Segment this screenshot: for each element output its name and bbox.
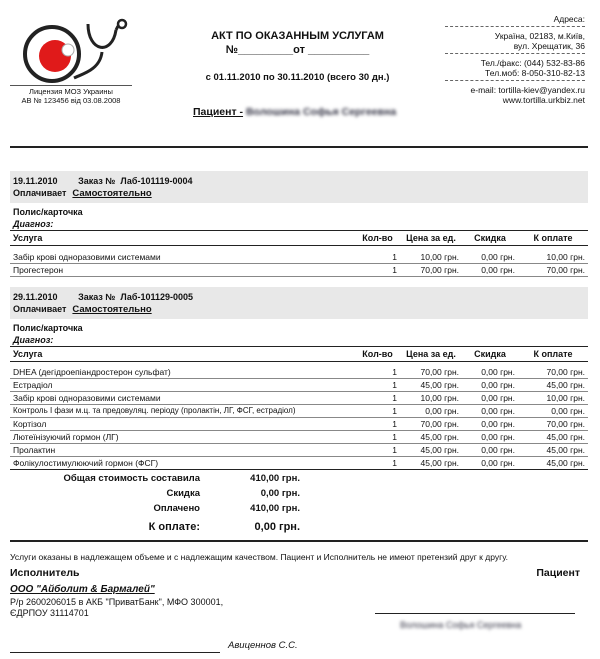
diagnosis-label: Диагноз: (13, 219, 54, 229)
service-discount: 0,00 грн. (462, 443, 518, 456)
total-value: 410,00 грн. (250, 473, 300, 484)
contacts-divider (445, 26, 585, 27)
email: e-mail: tortilla-kiev@yandex.ru (470, 85, 585, 95)
contacts-divider (445, 80, 585, 81)
table-row (10, 404, 588, 417)
totals-block (60, 473, 310, 536)
order-date: 19.11.2010 (13, 176, 58, 186)
service-total: 70,00 грн. (518, 366, 588, 379)
address-line-1: Україна, 02183, м.Київ, (494, 31, 585, 41)
service-name: Естрадіол (10, 378, 355, 391)
order-header (10, 171, 588, 203)
payer-value: Самостоятельно (72, 304, 152, 315)
service-total: 10,00 грн. (518, 391, 588, 404)
service-name: DHEA (дегідроепіандростерон сульфат) (10, 366, 355, 379)
patient-label: Пациент - (193, 106, 244, 118)
service-discount: 0,00 грн. (462, 391, 518, 404)
company-name: ООО "Айболит & Бармалей" (10, 584, 155, 595)
document-period: с 01.11.2010 по 30.11.2010 (всего 30 дн.) (205, 72, 390, 83)
topay-value: 0,00 грн. (254, 521, 300, 533)
top-divider (10, 146, 588, 148)
license-line-1: Лицензия МОЗ Украины (29, 87, 113, 96)
topay-row (60, 521, 310, 536)
bank-details (10, 597, 223, 619)
table-row (10, 391, 588, 404)
address-label: Адреса: (553, 14, 585, 24)
order-number: Лаб-101119-0004 (120, 176, 193, 186)
service-name: Прогестерон (10, 263, 355, 276)
license-info (10, 85, 132, 105)
service-price: 45,00 грн. (400, 456, 462, 469)
col-service: Услуга (10, 231, 355, 246)
service-name: Забір крові одноразовими системами (10, 391, 355, 404)
patient-label-footer: Пациент (536, 567, 580, 579)
service-discount: 0,00 грн. (462, 404, 518, 417)
service-discount: 0,00 грн. (462, 251, 518, 264)
table-row (10, 263, 588, 276)
patient-signature-line (375, 613, 575, 614)
col-qty: Кол-во (355, 231, 400, 246)
paid-value: 410,00 грн. (250, 503, 300, 514)
order-date: 29.11.2010 (13, 292, 58, 302)
paid-row (60, 503, 310, 518)
service-name: Кортізол (10, 417, 355, 430)
service-price: 45,00 грн. (400, 430, 462, 443)
service-price: 10,00 грн. (400, 251, 462, 264)
discount-label: Скидка (166, 488, 200, 499)
service-total: 70,00 грн. (518, 263, 588, 276)
license-line-2: АВ № 123456 від 03.08.2008 (21, 96, 121, 105)
payer-label: Оплачивает (13, 188, 67, 198)
service-total: 45,00 грн. (518, 456, 588, 469)
patient-signature-name: Волошина Софья Сергеевна (400, 620, 522, 630)
service-qty: 1 (355, 251, 400, 264)
service-price: 45,00 грн. (400, 443, 462, 456)
executor-signature-name: Авиценнов С.С. (228, 640, 298, 651)
discount-value: 0,00 грн. (260, 488, 300, 499)
table-row (10, 430, 588, 443)
service-qty: 1 (355, 391, 400, 404)
col-topay: К оплате (518, 231, 588, 246)
order-header (10, 287, 588, 319)
services-table (10, 346, 588, 470)
col-price: Цена за ед. (400, 231, 462, 246)
service-name: Пролактин (10, 443, 355, 456)
table-row (10, 366, 588, 379)
phone-mobile: Тел.моб: 8-050-310-82-13 (485, 68, 585, 78)
document-title: АКТ ПО ОКАЗАННЫМ УСЛУГАМ (211, 30, 384, 42)
services-table (10, 230, 588, 277)
col-qty: Кол-во (355, 347, 400, 362)
bank-account: Р/р 2600206015 в АКБ "ПриватБанк", МФО 300001, (10, 597, 224, 607)
payer-label: Оплачивает (13, 304, 67, 314)
address-line-2: вул. Хрещатик, 36 (513, 41, 585, 51)
col-service: Услуга (10, 347, 355, 362)
service-discount: 0,00 грн. (462, 378, 518, 391)
phone-fax: Тел./факс: (044) 532-83-86 (480, 58, 585, 68)
polis-label: Полис/карточка (13, 323, 83, 333)
service-price: 45,00 грн. (400, 378, 462, 391)
total-label: Общая стоимость составила (63, 473, 200, 484)
payer-value: Самостоятельно (72, 188, 152, 199)
service-name: Забір крові одноразовими системами (10, 251, 355, 264)
col-discount: Скидка (462, 347, 518, 362)
patient-header (193, 106, 396, 118)
order-label: Заказ № (78, 176, 116, 186)
table-header-row (10, 347, 588, 362)
discount-row (60, 488, 310, 503)
service-total: 10,00 грн. (518, 251, 588, 264)
contacts-block (445, 14, 585, 105)
service-total: 45,00 грн. (518, 430, 588, 443)
service-qty: 1 (355, 404, 400, 417)
table-row (10, 251, 588, 264)
order-label: Заказ № (78, 292, 116, 302)
topay-label: К оплате: (148, 521, 200, 533)
service-discount: 0,00 грн. (462, 263, 518, 276)
service-total: 0,00 грн. (518, 404, 588, 417)
service-qty: 1 (355, 263, 400, 276)
service-qty: 1 (355, 378, 400, 391)
service-total: 45,00 грн. (518, 443, 588, 456)
executor-label: Исполнитель (10, 567, 80, 579)
table-row (10, 417, 588, 430)
service-price: 0,00 грн. (400, 404, 462, 417)
paid-label: Оплачено (153, 503, 200, 514)
contacts-divider (445, 53, 585, 54)
order-block (10, 171, 588, 277)
executor-signature-line (10, 652, 220, 653)
total-row (60, 473, 310, 488)
order-number: Лаб-101129-0005 (120, 292, 194, 302)
service-discount: 0,00 грн. (462, 366, 518, 379)
service-total: 70,00 грн. (518, 417, 588, 430)
table-row (10, 378, 588, 391)
edrpou-code: ЄДРПОУ 31114701 (10, 608, 89, 618)
service-price: 70,00 грн. (400, 417, 462, 430)
table-row (10, 443, 588, 456)
service-discount: 0,00 грн. (462, 456, 518, 469)
service-name: Фолікулостимулюючий гормон (ФСГ) (10, 456, 355, 469)
order-block (10, 287, 588, 470)
service-name: Контроль I фази м.ц. та предовуляц. періоду (пролактін, ЛГ, ФСГ, естрадіол) (10, 404, 355, 417)
polis-label: Полис/карточка (13, 207, 83, 217)
service-qty: 1 (355, 366, 400, 379)
table-header-row (10, 231, 588, 246)
table-row (10, 456, 588, 469)
service-qty: 1 (355, 430, 400, 443)
service-discount: 0,00 грн. (462, 430, 518, 443)
col-topay: К оплате (518, 347, 588, 362)
completion-note: Услуги оказаны в надлежащем объеме и с надлежащим качеством. Пациент и Исполнитель не имеют претензий друг к другу. (10, 552, 508, 562)
service-qty: 1 (355, 456, 400, 469)
service-discount: 0,00 грн. (462, 417, 518, 430)
service-qty: 1 (355, 443, 400, 456)
service-price: 10,00 грн. (400, 391, 462, 404)
service-name: Лютеїнізуючий гормон (ЛГ) (10, 430, 355, 443)
website: www.tortilla.urkbiz.net (502, 95, 585, 105)
bottom-divider (10, 540, 588, 542)
diagnosis-label: Диагноз: (13, 335, 54, 345)
service-total: 45,00 грн. (518, 378, 588, 391)
document-number: №_________от __________ (225, 44, 370, 56)
col-discount: Скидка (462, 231, 518, 246)
service-price: 70,00 грн. (400, 366, 462, 379)
service-price: 70,00 грн. (400, 263, 462, 276)
col-price: Цена за ед. (400, 347, 462, 362)
service-qty: 1 (355, 417, 400, 430)
patient-name: Волошина Софья Сергеевна (245, 106, 397, 118)
